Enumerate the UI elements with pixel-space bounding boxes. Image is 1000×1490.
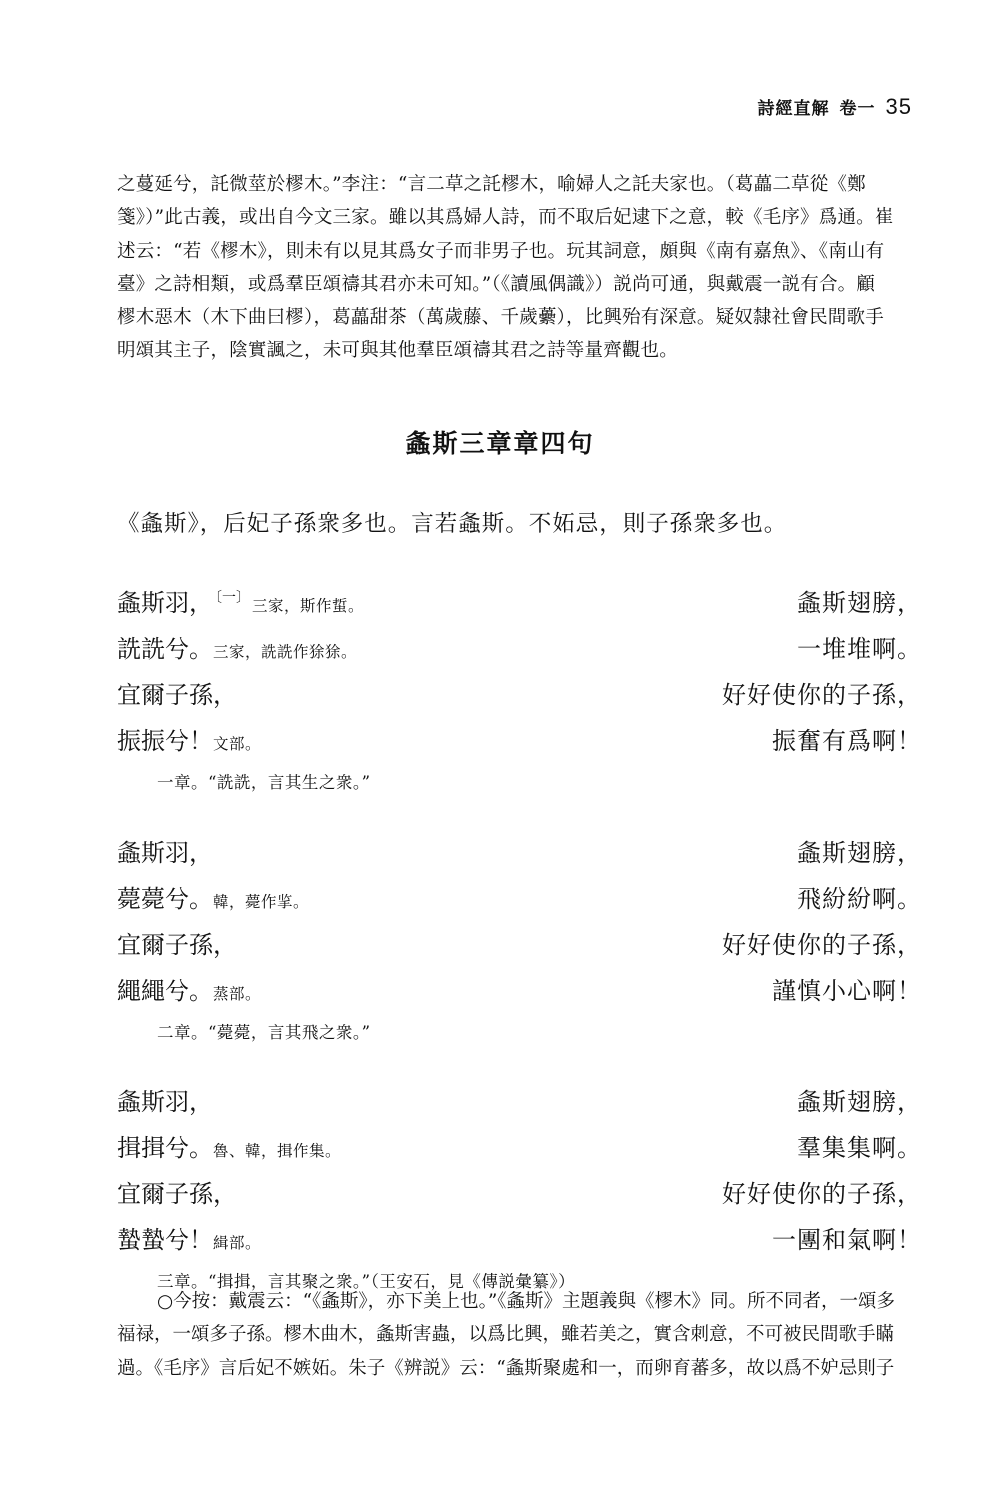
volume-label: 卷一 bbox=[839, 99, 876, 119]
verse-line bbox=[117, 629, 922, 675]
verse-text: 螽斯羽， bbox=[117, 589, 213, 617]
verse-text: 螽斯羽， bbox=[117, 1088, 213, 1116]
verse-text: 振振兮！ bbox=[117, 727, 213, 755]
poem-title: 螽斯三章章四句 bbox=[405, 429, 595, 458]
footnote-marker: 〔一〕 bbox=[215, 590, 250, 606]
translation-text: 螽斯翅膀， bbox=[797, 1088, 922, 1116]
intro-line: 述云：“若《樛木》，則未有以見其爲女子而非男子也。玩其詞意，頗與《南有嘉魚》、《南山有 bbox=[117, 240, 885, 262]
translation-text: 飛紛紛啊。 bbox=[797, 885, 922, 913]
translation-text: 振奮有爲啊！ bbox=[772, 727, 922, 755]
variant-note: 韓，薨作㧛。 bbox=[213, 893, 310, 911]
intro-line: 樛木惡木（木下曲曰樛），葛藟甜茶（萬歲藤、千歲虆），比興殆有深意。疑奴隸社會民間歌手 bbox=[117, 307, 884, 329]
commentary-line: ○今按：戴震云：“《螽斯》，亦下美上也。”《螽斯》主題義與《樛木》同。所不同者，一頌多 bbox=[157, 1291, 896, 1312]
verse-text: 薨薨兮。 bbox=[117, 885, 213, 913]
variant-note: 三家，斯作蜇。 bbox=[252, 597, 365, 615]
intro-line: 箋》）”此古義，或出自今文三家。雖以其爲婦人詩，而不取后妃逮下之意，較《毛序》爲通。崔 bbox=[117, 207, 894, 229]
stanza-summary: 三章。“揖揖，言其聚之衆。”（王安石，見《傳説彙纂》） bbox=[157, 1272, 576, 1291]
rhyme-note: 緝部。 bbox=[213, 1234, 262, 1252]
commentary-line: 福禄，一頌多子孫。樛木曲木，螽斯害蟲，以爲比興，雖若美之，實含刺意，不可被民間歌手瞞 bbox=[117, 1324, 895, 1346]
verse-text: 宜爾子孫， bbox=[117, 931, 237, 959]
commentary-line: 過。《毛序》言后妃不嫉妬。朱子《辨説》云：“螽斯聚處和一，而卵育蕃多，故以爲不妒忌則子 bbox=[117, 1357, 895, 1379]
rhyme-note: 文部。 bbox=[213, 735, 262, 753]
intro-line: 臺》之詩相類，或爲羣臣頌禱其君亦未可知。”（《讀風偶識》）説尚可通，與戴震一説有合。顧 bbox=[117, 273, 876, 295]
commentary bbox=[117, 1285, 927, 1385]
running-header bbox=[758, 94, 912, 120]
translation-text: 好好使你的子孫， bbox=[722, 1180, 922, 1208]
preface: 《螽斯》，后妃子孫衆多也。言若螽斯。不妬忌，則子孫衆多也。 bbox=[117, 511, 788, 537]
translation-text: 謹慎小心啊！ bbox=[772, 977, 922, 1005]
intro-line: 之蔓延兮，託微莖於樛木。”李注：“言二草之託樛木，喻婦人之託夫家也。（葛藟二草從《鄭 bbox=[117, 174, 866, 195]
variant-note: 三家，詵詵作狳狳。 bbox=[213, 643, 358, 661]
translation-text: 一堆堆啊。 bbox=[797, 635, 922, 663]
translation-text: 羣集集啊。 bbox=[797, 1134, 922, 1162]
translation-text: 螽斯翅膀， bbox=[797, 589, 922, 617]
variant-note: 魯、韓，揖作集。 bbox=[213, 1142, 342, 1160]
verse-line bbox=[117, 925, 922, 971]
translation-text: 好好使你的子孫， bbox=[722, 931, 922, 959]
verse-text: 蟄蟄兮！ bbox=[117, 1226, 213, 1254]
verse-line bbox=[117, 971, 922, 1017]
intro-paragraph bbox=[117, 168, 922, 368]
verse-text: 宜爾子孫， bbox=[117, 1180, 237, 1208]
verse-line bbox=[117, 675, 922, 721]
verse-text: 宜爾子孫， bbox=[117, 681, 237, 709]
stanza-summary: 一章。“詵詵，言其生之衆。” bbox=[157, 773, 371, 792]
verse-line bbox=[117, 833, 922, 879]
verse-text: 揖揖兮。 bbox=[117, 1134, 213, 1162]
verse-line bbox=[117, 1128, 922, 1174]
verse-text: 詵詵兮。 bbox=[117, 635, 213, 663]
intro-line: 明頌其主子，陰實諷之，未可與其他羣臣頌禱其君之詩等量齊觀也。 bbox=[117, 340, 679, 362]
verse-line bbox=[117, 1220, 922, 1266]
book-title: 詩經直解 bbox=[757, 99, 830, 119]
translation-text: 螽斯翅膀， bbox=[797, 839, 922, 867]
verse-text: 繩繩兮。 bbox=[117, 977, 213, 1005]
page-number: 35 bbox=[885, 94, 912, 119]
verse-text: 螽斯羽， bbox=[117, 839, 213, 867]
rhyme-note: 蒸部。 bbox=[213, 985, 262, 1003]
stanza-2 bbox=[117, 833, 922, 1043]
verse-line bbox=[117, 879, 922, 925]
translation-text: 一團和氣啊！ bbox=[772, 1226, 922, 1254]
verse-line bbox=[117, 583, 922, 629]
translation-text: 好好使你的子孫， bbox=[722, 681, 922, 709]
stanza-3 bbox=[117, 1082, 922, 1292]
verse-line bbox=[117, 1082, 922, 1128]
verse-line bbox=[117, 721, 922, 767]
stanza-1 bbox=[117, 583, 922, 793]
verse-line bbox=[117, 1174, 922, 1220]
stanza-summary: 二章。“薨薨，言其飛之衆。” bbox=[157, 1023, 371, 1042]
